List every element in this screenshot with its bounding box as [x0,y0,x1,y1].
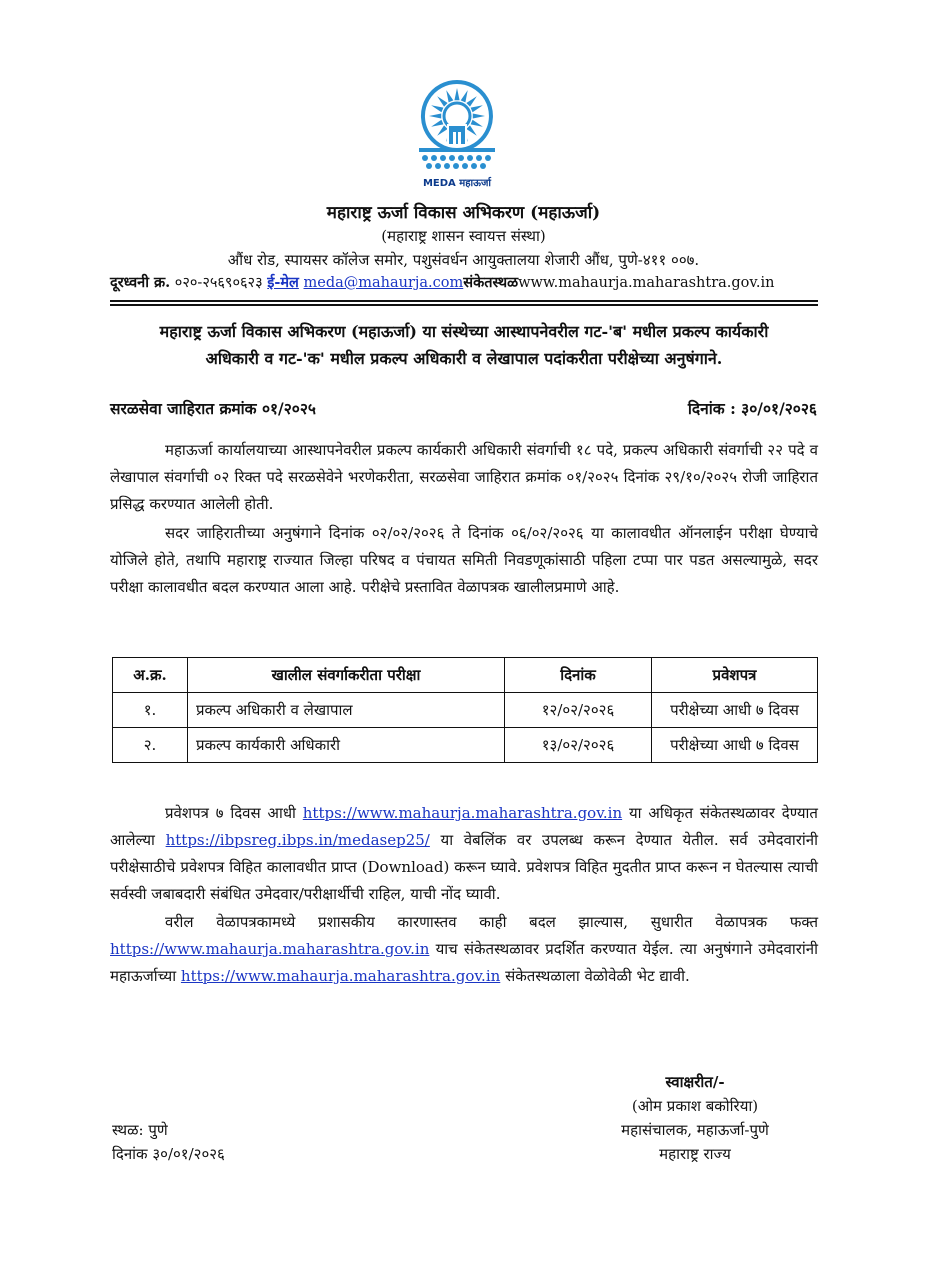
cell-sr-no: १. [113,693,188,728]
cell-admit-card: परीक्षेच्या आधी ७ दिवस [652,728,818,763]
signatory-state: महाराष्ट्र राज्य [659,1145,731,1163]
contact-line [110,272,820,292]
paragraph-4-text-a: वरील वेळापत्रकामध्ये प्रशासकीय कारणास्तव काही बदल झाल्यास, सुधारीत वेळापत्रक फक्त [165,913,818,931]
paragraph-3-text-c: या वेबलिंक वर उपलब्ध करून देण्यात येतील. सर्व उमेदवारांनी परीक्षेसाठीचे प्रवेशपत्र विहित कालावधीत प्राप्त (Download) करून घ्यावे. प्रवेशपत्र विहित मुदतीत प्राप्त करून न घेतल्यास त्याची सर्वस्वी जबाबदारी संबंधित उमेदवार/परीक्षार्थीची राहिल, याची नोंद घ्यावी. [110,831,818,903]
svg-text:MEDA महाऊर्जा: MEDA महाऊर्जा [422,178,492,189]
header-divider-top [110,300,818,302]
phone-label: दूरध्वनी क्र. [110,274,171,291]
email-label[interactable]: ई-मेल [267,274,299,291]
table-row [113,693,818,728]
official-website-link[interactable]: https://www.mahaurja.maharashtra.gov.in [180,967,501,985]
official-website-link[interactable]: https://www.mahaurja.maharashtra.gov.in [302,804,623,822]
cell-admit-card: परीक्षेच्या आधी ७ दिवस [652,693,818,728]
org-name: महाराष्ट्र ऊर्जा विकास अभिकरण (महाऊर्जा) [326,203,601,223]
column-header-exam: खालील संवर्गाकरीता परीक्षा [188,658,505,693]
signatory-name: (ओम प्रकाश बकोरिया) [631,1097,759,1115]
phone-number: ०२०-२५६९०६२३ [174,275,263,291]
table-row [113,728,818,763]
website-text: www.mahaurja.maharashtra.gov.in [518,275,775,291]
column-header-sr-no: अ.क्र. [113,658,188,693]
footer-place: स्थळ: पुणे [112,1121,168,1139]
email-link[interactable]: meda@mahaurja.com [303,275,464,291]
signature-block [570,1070,820,1166]
paragraph-4-text-c: संकेतस्थळाला वेळोवेळी भेट द्यावी. [505,967,690,985]
subject [110,318,818,372]
header-divider-bottom [110,304,818,306]
cell-exam: प्रकल्प कार्यकारी अधिकारी [188,728,505,763]
signed-label: स्वाक्षरीत/- [665,1073,725,1091]
paragraph-2: सदर जाहिरातीच्या अनुषंगाने दिनांक ०२/०२/२०२६ ते दिनांक ०६/०२/२०२६ या कालावधीत ऑनलाईन परीक्षा घेण्याचे योजिले होते, तथापि महाराष्ट्र राज्यात जिल्हा परिषद व पंचायत समिती निवडणूकांसाठी पहिला टप्पा पार पडत असल्यामुळे, सदर परीक्षा कालावधीत बदल करण्यात आला आहे. परीक्षेचे प्रस्तावित वेळापत्रक खालीलप्रमाणे आहे. [110,524,818,596]
cell-date: १३/०२/२०२६ [505,728,652,763]
column-header-admit-card: प्रवेशपत्र [652,658,818,693]
paragraph-3-text-a: प्रवेशपत्र ७ दिवस आधी [165,804,296,822]
cell-sr-no: २. [113,728,188,763]
paragraph-4-text-b: याच संकेतस्थळावर प्रदर्शित करण्यात येईल. त्या अनुषंगाने उमेदवारांनी महाऊर्जाच्या [110,940,818,985]
footer-place-date [112,1118,225,1166]
footer-date: दिनांक ३०/०१/२०२६ [112,1145,225,1163]
cell-date: १२/०२/२०२६ [505,693,652,728]
cell-exam: प्रकल्प अधिकारी व लेखापाल [188,693,505,728]
paragraph-3 [110,800,818,908]
advertisement-number: सरळसेवा जाहिरात क्रमांक ०१/२०२५ [110,399,316,418]
paragraph-4 [110,909,818,990]
paragraph-1: महाऊर्जा कार्यालयाच्या आस्थापनेवरील प्रकल्प कार्यकारी अधिकारी संवर्गाची १८ पदे, प्रकल्प अधिकारी संवर्गाची २२ पदे व लेखापाल संवर्गाची ०२ रिक्त पदे सरळसेवेने भरणेकरीता, सरळसेवा जाहिरात क्रमांक ०१/२०२५ दिनांक २९/१०/२०२५ रोजी जाहिरात प्रसिद्ध करण्यात आलेली होती. [110,441,818,513]
subject-line-1: महाराष्ट्र ऊर्जा विकास अभिकरण (महाऊर्जा) या संस्थेच्या आस्थापनेवरील गट-'ब' मधील प्रकल्प कार्यकारी [159,322,769,341]
exam-schedule-table [112,657,818,763]
subject-line-2: अधिकारी व गट-'क' मधील प्रकल्प अधिकारी व लेखापाल पदांकरीता परीक्षेच्या अनुषंगाने. [205,349,723,368]
ibps-admit-card-link[interactable]: https://ibpsreg.ibps.in/medasep25/ [165,831,430,849]
paragraph-3-text-b: या अधिकृत संकेतस्थळावर देण्यात आलेल्या [110,804,818,849]
column-header-date: दिनांक [505,658,652,693]
official-website-link[interactable]: https://www.mahaurja.maharashtra.gov.in [110,940,430,958]
org-subtitle: (महाराष्ट्र शासन स्वायत्त संस्था) [381,227,546,245]
meda-logo-icon [405,72,510,192]
signatory-designation: महासंचालक, महाऊर्जा-पुणे [621,1121,769,1139]
table-header-row [113,658,818,693]
website-label: संकेतस्थळ [463,274,519,291]
letter-date: दिनांक : ३०/०१/२०२६ [687,399,817,418]
meda-logo [405,72,510,192]
org-address: औंध रोड, स्पायसर कॉलेज समोर, पशुसंवर्धन आयुक्तालया शेजारी औंध, पुणे-४११ ००७. [227,251,700,269]
